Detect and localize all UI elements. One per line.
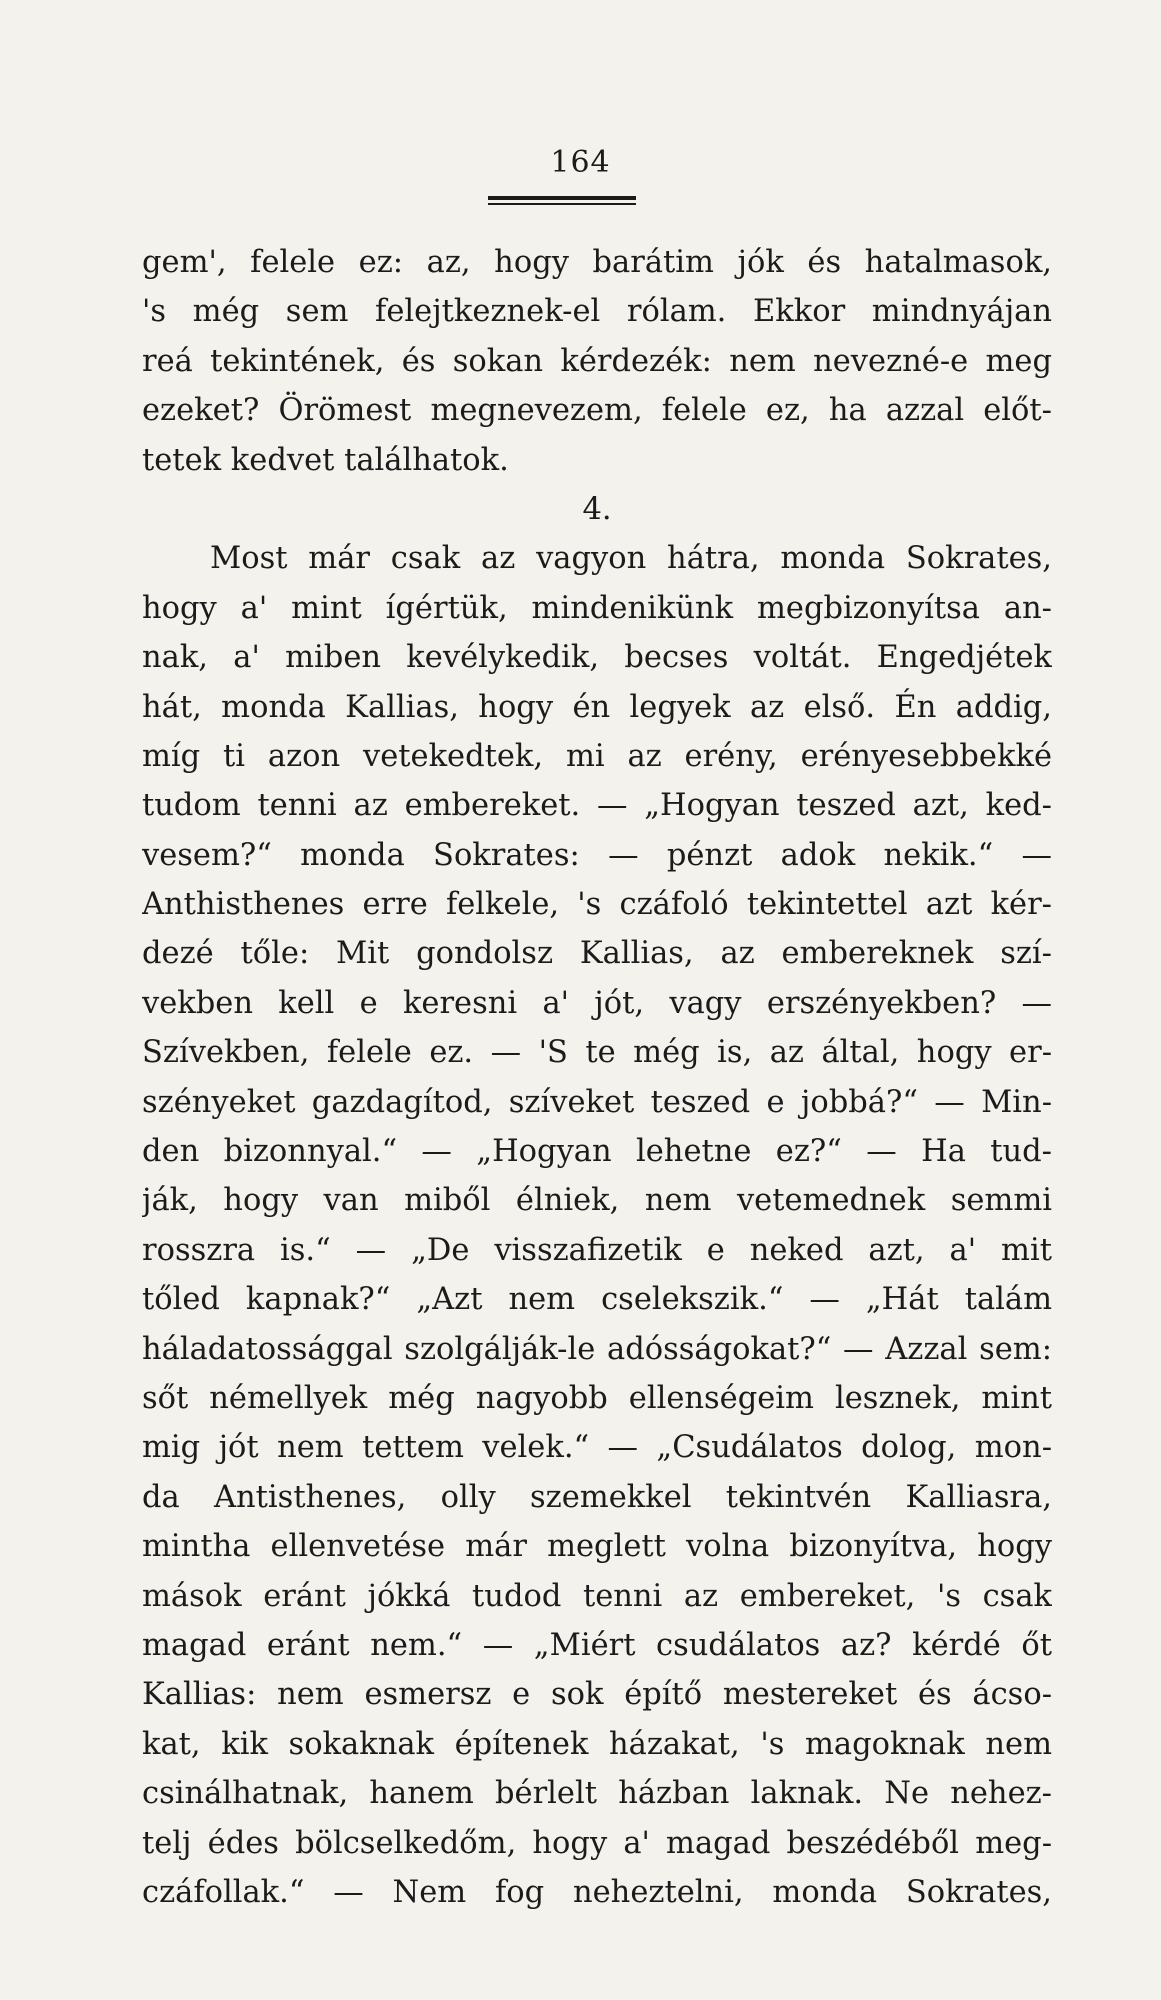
- text-line: da Antisthenes, olly szemekkel tekintvén Kalliasra,: [142, 1479, 1052, 1515]
- text-line: sőt némellyek még nagyobb ellenségeim lesznek, mint: [142, 1380, 1052, 1416]
- text-line: gem', felele ez: az, hogy barátim jók és hatalmasok,: [142, 245, 1052, 280]
- text-line: reá tekintének, és sokan kérdezék: nem nevezné-e meg: [142, 343, 1052, 379]
- text-line: hogy a' mint ígértük, mindenikünk megbizonyítsa an-: [142, 590, 1052, 626]
- text-line: tőled kapnak?“ „Azt nem cselekszik.“ — „Hát talám: [142, 1282, 1052, 1318]
- header-rule-thin: [488, 203, 636, 205]
- text-line: Kallias: nem esmersz e sok építő mestereket és ácso-: [142, 1677, 1052, 1713]
- text-line: kat, kik sokaknak építenek házakat, 's magoknak nem: [142, 1726, 1052, 1762]
- text-line: dezé tőle: Mit gondolsz Kallias, az embereknek szí-: [142, 936, 1052, 972]
- text-line: nak, a' miben kevélykedik, becses voltát. Engedjétek: [142, 640, 1052, 676]
- text-line: tetek kedvet találhatok.: [142, 442, 509, 478]
- header-double-rule: [488, 196, 636, 206]
- text-line: háladatossággal szolgálják-le adósságokat?“ — Azzal sem:: [142, 1331, 1052, 1367]
- text-line: ják, hogy van miből élniek, nem vetemednek semmi: [142, 1183, 1052, 1219]
- text-line: csinálhatnak, hanem bérlelt házban laknak. Ne nehez-: [142, 1776, 1052, 1812]
- body-text: [142, 238, 1052, 1917]
- page-number: 164: [550, 145, 611, 180]
- text-line: magad eránt nem.“ — „Miért csudálatos az? kérdé őt: [142, 1627, 1052, 1663]
- text-line: rosszra is.“ — „De visszafizetik e neked azt, a' mit: [142, 1232, 1052, 1268]
- text-line: mintha ellenvetése már meglett volna bizonyítva, hogy: [142, 1529, 1052, 1565]
- text-line: ezeket? Örömest megnevezem, felele ez, ha azzal előt-: [142, 393, 1052, 429]
- text-line: den bizonnyal.“ — „Hogyan lehetne ez?“ — Ha tud-: [142, 1134, 1052, 1170]
- text-line: míg ti azon vetekedtek, mi az erény, erényesebbekké: [142, 738, 1052, 774]
- text-line: hát, monda Kallias, hogy én legyek az első. Én addig,: [142, 689, 1052, 725]
- text-line: czáfollak.“ — Nem fog neheztelni, monda Sokrates,: [142, 1874, 1052, 1910]
- section-heading: 4.: [582, 491, 612, 527]
- text-line: mások eránt jókká tudod tenni az embereket, 's csak: [142, 1578, 1052, 1614]
- text-line: telj édes bölcselkedőm, hogy a' magad beszédéből meg-: [142, 1825, 1052, 1861]
- text-line: 's még sem felejtkeznek-el rólam. Ekkor mindnyájan: [142, 294, 1052, 330]
- header-rule-thick: [488, 196, 636, 200]
- text-line: tudom tenni az embereket. — „Hogyan teszed azt, ked-: [142, 788, 1052, 824]
- text-line: vesem?“ monda Sokrates: — pénzt adok nekik.“ —: [142, 837, 1052, 873]
- text-line: Most már csak az vagyon hátra, monda Sokrates,: [210, 541, 1052, 577]
- text-line: szényeket gazdagítod, szíveket teszed e jobbá?“ — Min-: [142, 1084, 1052, 1120]
- text-line: vekben kell e keresni a' jót, vagy erszényekben? —: [142, 985, 1052, 1021]
- text-line: mig jót nem tettem velek.“ — „Csudálatos dolog, mon-: [142, 1430, 1052, 1466]
- text-line: Szívekben, felele ez. — 'S te még is, az által, hogy er-: [142, 1035, 1052, 1071]
- text-line: Anthisthenes erre felkele, 's czáfoló tekintettel azt kér-: [142, 887, 1052, 923]
